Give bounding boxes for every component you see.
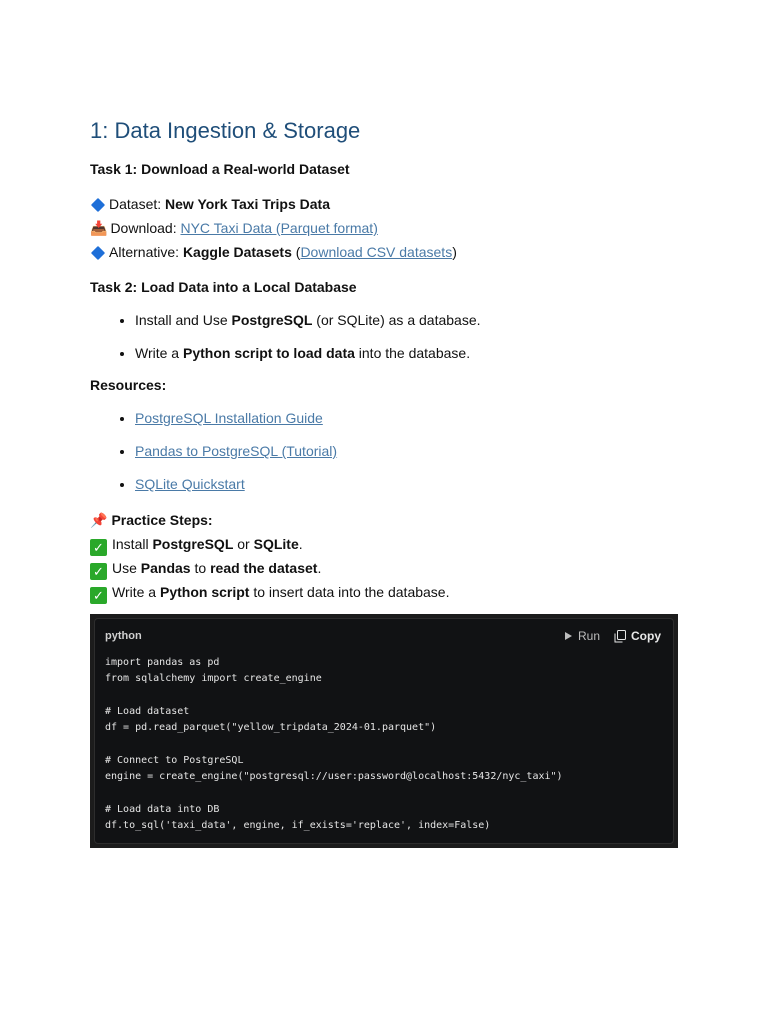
- sqlite-quickstart-link[interactable]: SQLite Quickstart: [135, 476, 245, 492]
- resources-title: Resources:: [90, 377, 167, 393]
- dataset-prefix: Dataset:: [109, 196, 166, 212]
- code-header: [95, 619, 673, 653]
- practice-title: Practice Steps:: [111, 512, 213, 528]
- practice-title-line: [90, 508, 678, 532]
- alternative-line: [90, 240, 678, 264]
- code-actions: [564, 629, 661, 643]
- list-item: [135, 475, 678, 493]
- list-item: [135, 442, 678, 460]
- code-panel: [94, 618, 674, 844]
- code-line: [105, 736, 663, 752]
- resources-list: [90, 409, 678, 493]
- code-line: # Load data into DB: [105, 803, 220, 815]
- dataset-name: New York Taxi Trips Data: [165, 196, 330, 212]
- task2-bullets: [90, 311, 678, 362]
- list-item: • Write a Python script to load data into the database.: [135, 344, 678, 362]
- check-mark-icon: ✓: [90, 563, 107, 580]
- paren-close: ): [452, 244, 457, 260]
- copy-label: Copy: [631, 629, 661, 643]
- task1-title: Task 1: Download a Real-world Dataset: [90, 161, 350, 177]
- code-line: from sqlalchemy import create_engine: [105, 673, 322, 685]
- code-line: df.to_sql('taxi_data', engine, if_exists='replace', index=False): [105, 819, 491, 831]
- code-line: [105, 785, 663, 801]
- pandas-postgresql-link[interactable]: Pandas to PostgreSQL (Tutorial): [135, 443, 338, 459]
- practice-steps: [90, 508, 678, 604]
- run-button[interactable]: [564, 629, 600, 643]
- download-csv-link[interactable]: Download CSV datasets: [300, 244, 453, 260]
- inbox-tray-icon: 📥: [90, 220, 108, 236]
- code-line: df = pd.read_parquet("yellow_tripdata_2024-01.parquet"): [105, 722, 437, 734]
- dataset-line: [90, 192, 678, 216]
- code-line: engine = create_engine("postgresql://user:password@localhost:5432/nyc_taxi"): [105, 771, 563, 783]
- check-mark-icon: ✓: [90, 587, 107, 604]
- check-mark-icon: ✓: [90, 539, 107, 556]
- code-line: [105, 688, 663, 704]
- step-item: ✓ Write a Python script to insert data into the database.: [90, 580, 678, 604]
- nyc-taxi-data-link[interactable]: NYC Taxi Data (Parquet format): [180, 220, 378, 236]
- download-line: [90, 216, 678, 240]
- code-content: [95, 653, 673, 836]
- code-block: [90, 614, 678, 848]
- blue-diamond-icon: [91, 246, 105, 260]
- paren-open: (: [291, 244, 301, 260]
- code-line: # Connect to PostgreSQL: [105, 754, 244, 766]
- code-line: # Load dataset: [105, 705, 190, 717]
- postgresql-guide-link[interactable]: PostgreSQL Installation Guide: [135, 410, 323, 426]
- copy-icon: [614, 630, 626, 643]
- list-item: [135, 409, 678, 427]
- step-item: ✓ Use Pandas to read the dataset.: [90, 556, 678, 580]
- list-item: • Install and Use PostgreSQL (or SQLite) as a database.: [135, 311, 678, 329]
- copy-button[interactable]: [614, 629, 661, 643]
- section-heading: 1: Data Ingestion & Storage: [90, 118, 361, 143]
- code-line: import pandas as pd: [105, 657, 220, 668]
- alternative-name: Kaggle Datasets: [182, 244, 292, 260]
- task2-title: Task 2: Load Data into a Local Database: [90, 279, 357, 295]
- download-prefix: Download:: [110, 220, 181, 236]
- play-icon: [564, 631, 573, 641]
- blue-diamond-icon: [91, 198, 105, 212]
- alternative-prefix: Alternative:: [109, 244, 183, 260]
- run-label: Run: [577, 629, 600, 643]
- dataset-info: [90, 192, 678, 264]
- code-language: python: [105, 630, 142, 642]
- document-page: [90, 116, 678, 848]
- pushpin-icon: 📌: [90, 512, 108, 528]
- step-item: ✓ Install PostgreSQL or SQLite.: [90, 532, 678, 556]
